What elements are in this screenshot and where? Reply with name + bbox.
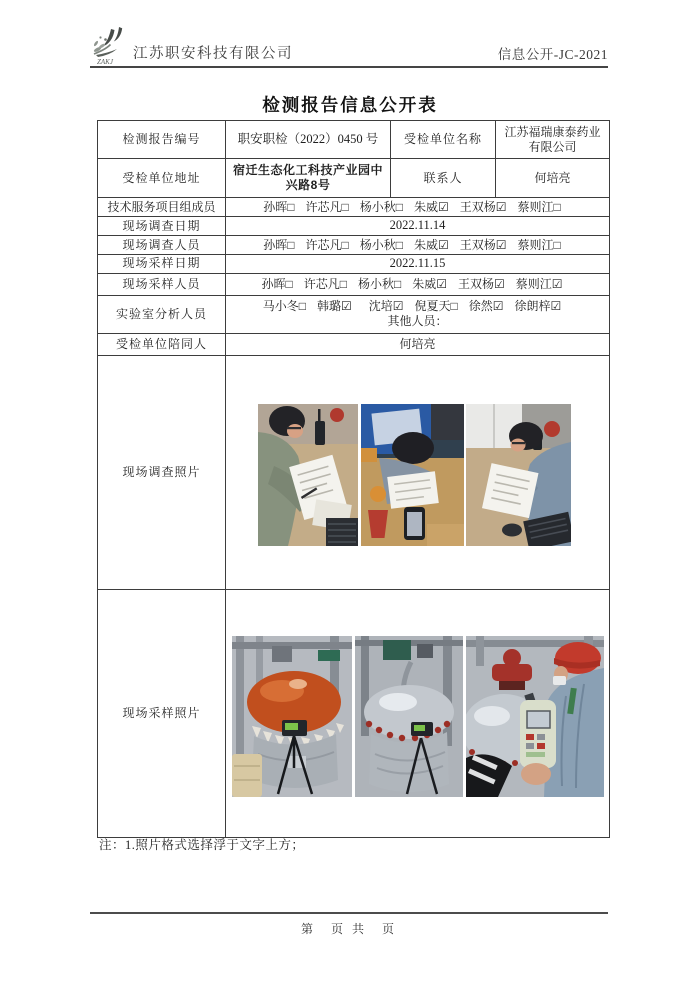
- member-checkbox: 韩璐☑: [316, 299, 352, 314]
- row-address: [98, 159, 610, 198]
- disclosure-form-table: [97, 120, 610, 838]
- address-value: 宿迁生态化工科技产业园中兴路8号: [226, 159, 391, 198]
- address-label: 受检单位地址: [98, 159, 226, 198]
- row-report-no: [98, 121, 610, 159]
- row-sampling-photos: [98, 589, 610, 837]
- row-survey-staff: [98, 236, 610, 255]
- member-checkbox: 许芯凡□: [305, 237, 349, 252]
- report-no-label: 检测报告编号: [98, 121, 226, 159]
- member-checkbox: 杨小秋□: [357, 276, 402, 291]
- member-checkbox: 朱威☑: [412, 276, 447, 291]
- sampling-date-label: 现场采样日期: [98, 255, 226, 274]
- sampling-photo-worker-meter: [466, 636, 604, 797]
- unit-name-label: 受检单位名称: [391, 121, 496, 159]
- member-checkbox: 朱威☑: [413, 199, 449, 214]
- member-checkbox: 朱威☑: [413, 237, 449, 252]
- doc-number: 信息公开-JC-2021: [497, 47, 608, 62]
- contact-value: 何培亮: [496, 159, 610, 198]
- team-label: 技术服务项目组成员: [98, 198, 226, 217]
- sampling-photo-orange-reactor: [232, 636, 352, 797]
- sampling-staff-label: 现场采样人员: [98, 273, 226, 295]
- lab-staff-members: [226, 295, 610, 333]
- member-checkbox: 倪夏天□: [414, 299, 458, 314]
- sampling-photos-label: 现场采样照片: [98, 589, 226, 837]
- member-checkbox: 沈培☑: [368, 299, 404, 314]
- survey-staff-members: [226, 236, 610, 255]
- member-checkbox: 孙晖□: [263, 237, 295, 252]
- member-checkbox: 蔡则江☑: [515, 276, 563, 291]
- sampling-photo-silver-reactor: [355, 636, 463, 797]
- member-checkbox: 许芯凡□: [305, 199, 349, 214]
- logo-zakj-text: ZAKJ: [97, 58, 113, 66]
- member-checkbox: 孙晖□: [263, 199, 295, 214]
- member-checkbox: 徐然☑: [468, 299, 504, 314]
- page-header: [90, 24, 608, 68]
- sampling-date-value: 2022.11.15: [226, 255, 610, 274]
- member-checkbox: 杨小秋□: [359, 199, 403, 214]
- row-survey-date: [98, 217, 610, 236]
- sampling-photos-cell: [226, 589, 610, 837]
- sampling-staff-members: [226, 273, 610, 295]
- page-number-text: 第 页 共 页: [300, 922, 397, 936]
- member-checkbox: 蔡则江□: [517, 237, 561, 252]
- team-members: [226, 198, 610, 217]
- row-sampling-staff: [98, 273, 610, 295]
- unit-name-value: 江苏福瑞康泰药业有限公司: [496, 121, 610, 159]
- lab-others-label: 其他人员：: [387, 314, 448, 329]
- footnote: 注：1.照片格式选择浮于文字上方；: [99, 838, 305, 852]
- escort-label: 受检单位陪同人: [98, 333, 226, 355]
- member-checkbox: 马小冬□: [262, 299, 306, 314]
- contact-label: 联系人: [391, 159, 496, 198]
- company-logo-icon: [90, 26, 130, 66]
- survey-photo-reading-documents: [466, 404, 571, 546]
- report-no-value: 职安职检（2022）0450 号: [226, 121, 391, 159]
- survey-photo-blue-machine: [361, 404, 464, 546]
- member-checkbox: 许芯凡□: [303, 276, 347, 291]
- member-checkbox: 杨小秋□: [359, 237, 403, 252]
- survey-staff-label: 现场调查人员: [98, 236, 226, 255]
- row-sampling-date: [98, 255, 610, 274]
- form-title: 检测报告信息公开表: [262, 95, 438, 115]
- page-footer: [90, 912, 608, 937]
- member-checkbox: 王双杨☑: [459, 237, 507, 252]
- escort-value: 何培亮: [226, 333, 610, 355]
- row-survey-photos: [98, 355, 610, 589]
- survey-photos-cell: [226, 355, 610, 589]
- lab-staff-label: 实验室分析人员: [98, 295, 226, 333]
- survey-date-value: 2022.11.14: [226, 217, 610, 236]
- survey-photo-worker-writing: [258, 404, 358, 546]
- member-checkbox: 蔡则江□: [517, 199, 561, 214]
- company-name: 江苏职安科技有限公司: [133, 46, 293, 62]
- member-checkbox: 徐朗梓☑: [514, 299, 562, 314]
- row-lab-staff: [98, 295, 610, 333]
- member-checkbox: 王双杨☑: [459, 199, 507, 214]
- survey-photos-label: 现场调查照片: [98, 355, 226, 589]
- row-escort: [98, 333, 610, 355]
- member-checkbox: 孙晖□: [261, 276, 293, 291]
- member-checkbox: 王双杨☑: [457, 276, 505, 291]
- row-team: [98, 198, 610, 217]
- survey-date-label: 现场调查日期: [98, 217, 226, 236]
